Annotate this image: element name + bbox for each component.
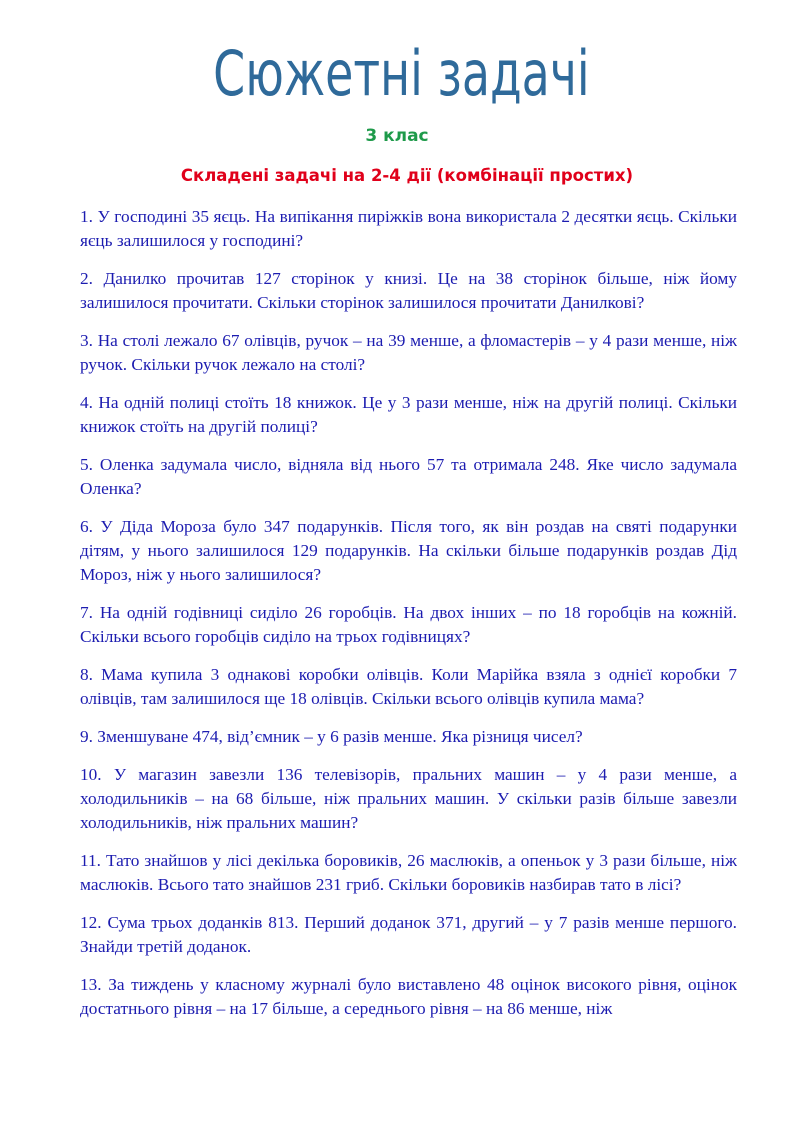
task-list (80, 205, 737, 1035)
task-item: 12. Сума трьох доданків 813. Перший доданок 371, другий – у 7 разів менше першого. Знайди третій доданок. (80, 913, 737, 956)
document-title: Сюжетні задачі (213, 37, 590, 110)
task-item: 13. За тиждень у класному журналі було виставлено 48 оцінок високого рівня, оцінок достатнього рівня – на 17 більше, а середнього рівня – на 86 менше, ніж (80, 975, 737, 1018)
task-item: 11. Тато знайшов у лісі декілька боровиків, 26 маслюків, а опеньок у 3 рази більше, ніж маслюків. Всього тато знайшов 231 гриб. Скільки боровиків назбирав тато в лісі? (80, 851, 737, 894)
grade-heading: 3 клас (365, 126, 429, 146)
task-item: 3. На столі лежало 67 олівців, ручок – на 39 менше, а фломастерів – у 4 рази менше, ніж ручок. Скільки ручок лежало на столі? (80, 331, 737, 374)
section-subtitle: Складені задачі на 2-4 дії (комбінації простих) (180, 166, 634, 185)
task-item: 9. Зменшуване 474, від’ємник – у 6 разів менше. Яка різниця чисел? (80, 727, 583, 746)
task-item: 7. На одній годівниці сиділо 26 горобців. На двох інших – по 18 горобців на кожній. Скільки всього горобців сиділо на трьох годівницях? (80, 603, 737, 646)
task-item: 6. У Діда Мороза було 347 подарунків. Після того, як він роздав на святі подарунки дітям, у нього залишилося 129 подарунків. На скільки більше подарунків роздав Дід Мороз, ніж у нього залишилося? (80, 517, 737, 584)
task-item: 4. На одній полиці стоїть 18 книжок. Це у 3 рази менше, ніж на другій полиці. Скільки книжок стоїть на другій полиці? (80, 393, 737, 436)
task-item: 2. Данилко прочитав 127 сторінок у книзі. Це на 38 сторінок більше, ніж йому залишилося прочитати. Скільки сторінок залишилося прочитати Данилкові? (80, 269, 737, 312)
task-item: 8. Мама купила 3 однакові коробки олівців. Коли Марійка взяла з однієї коробки 7 олівців, там залишилося ще 18 олівців. Скільки всього олівців купила мама? (80, 665, 737, 708)
task-item: 1. У господині 35 яєць. На випікання пиріжків вона використала 2 десятки яєць. Скільки яєць залишилося у господині? (80, 207, 737, 250)
task-item: 10. У магазин завезли 136 телевізорів, пральних машин – у 4 рази менше, а холодильників – на 68 більше, ніж пральних машин. У скільки разів більше завезли холодильників, ніж пральних машин? (80, 765, 737, 832)
task-item: 5. Оленка задумала число, відняла від нього 57 та отримала 248. Яке число задумала Оленка? (80, 455, 737, 498)
